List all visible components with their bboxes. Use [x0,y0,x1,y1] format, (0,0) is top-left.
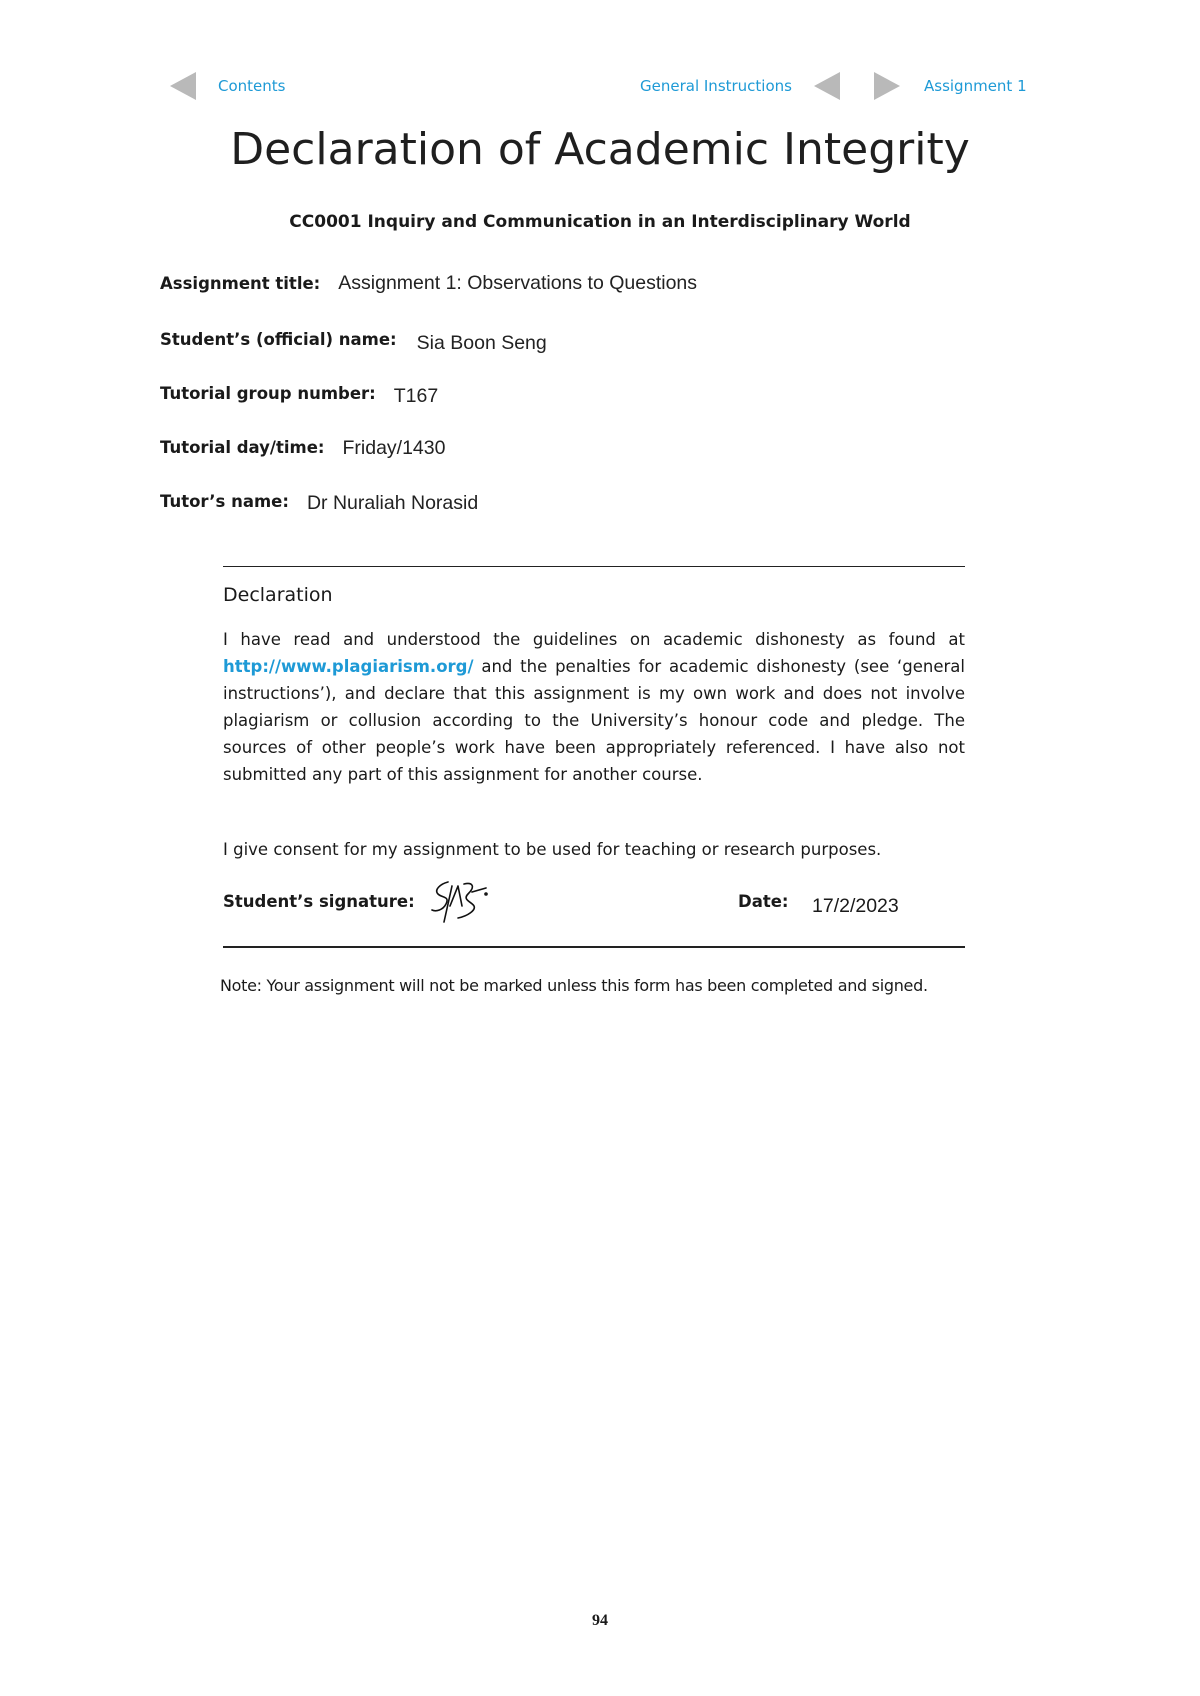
consent-statement: I give consent for my assignment to be used for teaching or research purposes. [223,840,882,859]
declaration-text-start: I have read and understood the guidelines on academic dishonesty as found at [223,630,965,649]
tutorial-day-label: Tutorial day/time: [160,438,325,457]
contents-link[interactable]: Contents [218,77,286,95]
tutor-name-field [160,490,478,513]
student-name-label: Student’s (official) name: [160,330,397,349]
back-arrow-icon[interactable] [170,72,196,100]
previous-arrow-icon[interactable] [814,72,840,100]
assignment-title-field [160,272,697,295]
nav-assignment[interactable] [874,70,1027,102]
nav-back-contents[interactable] [170,70,285,102]
nav-general-instructions[interactable] [640,70,840,102]
assignment-title-value: Assignment 1: Observations to Questions [338,272,698,294]
student-name-field [160,328,547,354]
tutorial-group-field [160,382,438,405]
declaration-text [223,626,965,788]
bottom-divider [223,946,965,948]
page-number: 94 [592,1612,608,1629]
page-title: Declaration of Academic Integrity [230,124,970,175]
tutorial-day-field [160,436,445,459]
general-instructions-link[interactable]: General Instructions [640,77,792,95]
date-value: 17/2/2023 [812,895,899,917]
assignment-title-label: Assignment title: [160,274,321,293]
handwritten-signature [428,876,492,926]
plagiarism-link[interactable]: http://www.plagiarism.org/ [223,657,474,676]
assignment-link[interactable]: Assignment 1 [924,77,1027,95]
signature-label: Student’s signature: [223,892,415,911]
tutor-name-label: Tutor’s name: [160,492,289,511]
declaration-heading: Declaration [223,584,333,606]
declaration-text-end: and the penalties for academic dishonesty (see ‘general instructions’), and declare that this assignment is my own work and does not involve plagiarism or collusion according to the University’s honour code and pledge. The sources of other people’s work have been appropriately referenced. I have also not submitted any part of this assignment for another course. [223,657,965,784]
student-name-value: Sia Boon Seng [416,332,547,354]
date-label: Date: [738,892,789,911]
tutorial-day-value: Friday/1430 [342,437,446,459]
course-title: CC0001 Inquiry and Communication in an Interdisciplinary World [289,212,911,232]
tutorial-group-value: T167 [393,385,439,407]
top-divider [223,566,965,567]
next-arrow-icon[interactable] [874,72,900,100]
tutorial-group-label: Tutorial group number: [160,384,376,403]
completion-note: Note: Your assignment will not be marked unless this form has been completed and signed. [220,976,928,995]
tutor-name-value: Dr Nuraliah Norasid [306,492,479,514]
